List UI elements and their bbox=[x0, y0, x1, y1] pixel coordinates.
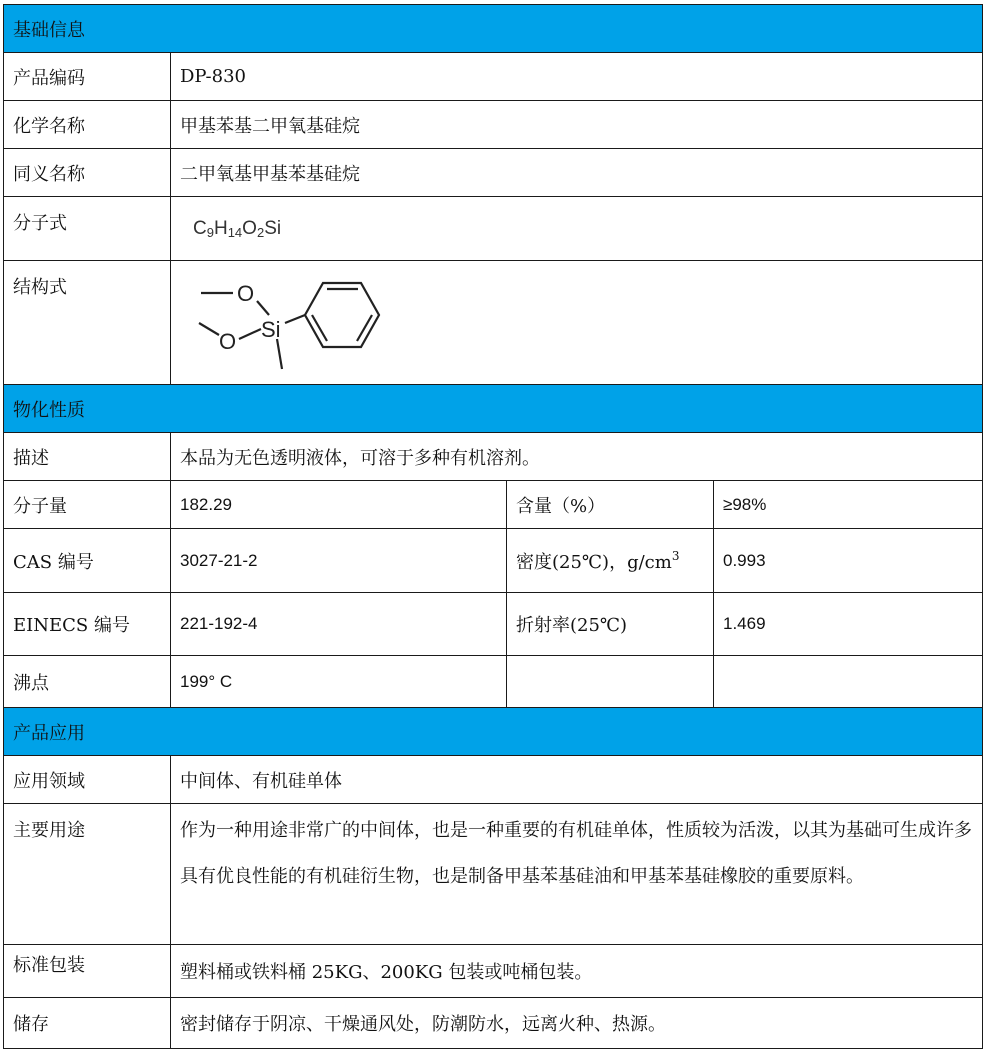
value-cell bbox=[170, 100, 982, 148]
label-cell bbox=[3, 655, 170, 707]
molecular-formula: $C_9H_{14}O_2Si$ bbox=[193, 217, 282, 240]
row-main-use bbox=[3, 803, 983, 944]
value-cell bbox=[170, 148, 982, 196]
synonym-value: 二甲氧基甲基苯基硅烷 bbox=[180, 163, 360, 185]
row-formula bbox=[3, 196, 983, 260]
label-cell bbox=[3, 803, 170, 944]
label-cell bbox=[3, 480, 170, 528]
label-cell bbox=[3, 196, 170, 260]
use-value: 作为一种用途非常广的中间体，也是一种重要的有机硅单体，性质较为活泼，以其为基础可生成许多具有优良性能的有机硅衍生物，也是制备甲基苯基硅油和甲基苯基硅橡胶的重要原料。 bbox=[180, 820, 972, 887]
row-storage bbox=[3, 997, 983, 1048]
field-value: 中间体、有机硅单体 bbox=[180, 770, 342, 792]
description-label: 描述 bbox=[13, 447, 49, 469]
label-cell bbox=[3, 944, 170, 997]
mw-label: 分子量 bbox=[13, 495, 67, 517]
structure-label: 结构式 bbox=[13, 277, 67, 298]
atom-o1: O bbox=[237, 281, 255, 306]
chemical-name-value: 甲基苯基二甲氧基硅烷 bbox=[180, 115, 360, 137]
packing-value: 塑料桶或铁料桶 25KG、200KG 包装或吨桶包装。 bbox=[180, 962, 593, 983]
formula-label: 分子式 bbox=[13, 213, 67, 234]
product-code-value: DP-830 bbox=[180, 66, 246, 87]
use-label: 主要用途 bbox=[13, 820, 85, 841]
refractive-label: 折射率(25℃) bbox=[516, 615, 628, 636]
empty-cell bbox=[713, 655, 982, 707]
storage-label: 储存 bbox=[13, 1014, 49, 1035]
value-cell bbox=[170, 480, 506, 528]
value-cell bbox=[170, 196, 982, 260]
storage-value: 密封储存于阴凉、干燥通风处，防潮防水，远离火种、热源。 bbox=[180, 1014, 666, 1035]
packing-label: 标准包装 bbox=[13, 955, 85, 976]
section-physical-properties bbox=[3, 384, 983, 432]
product-code-label: 产品编码 bbox=[13, 67, 85, 89]
label-cell bbox=[3, 755, 170, 803]
row-boiling-point bbox=[3, 655, 983, 707]
value-cell bbox=[170, 592, 506, 655]
label-cell bbox=[3, 52, 170, 100]
content-label: 含量（%） bbox=[516, 495, 606, 517]
structural-formula-image bbox=[181, 261, 401, 383]
value-cell bbox=[170, 997, 982, 1048]
value-cell bbox=[170, 944, 982, 997]
value-cell bbox=[170, 432, 982, 480]
value-cell bbox=[713, 528, 982, 592]
row-einecs bbox=[3, 592, 983, 655]
synonym-label: 同义名称 bbox=[13, 163, 85, 185]
density-value: 0.993 bbox=[723, 550, 766, 570]
label-cell bbox=[506, 528, 713, 592]
value-cell bbox=[170, 260, 982, 384]
label-cell bbox=[506, 480, 713, 528]
row-synonym bbox=[3, 148, 983, 196]
row-cas bbox=[3, 528, 983, 592]
table-bottom-border bbox=[3, 1048, 983, 1049]
label-cell bbox=[3, 148, 170, 196]
value-cell bbox=[170, 52, 982, 100]
row-description bbox=[3, 432, 983, 480]
empty-cell bbox=[506, 655, 713, 707]
section-product-application bbox=[3, 707, 983, 755]
atom-si: Si bbox=[261, 317, 281, 342]
row-product-code bbox=[3, 52, 983, 100]
chemical-name-label: 化学名称 bbox=[13, 115, 85, 137]
atom-o2: O bbox=[219, 329, 237, 354]
value-cell bbox=[713, 592, 982, 655]
label-cell bbox=[506, 592, 713, 655]
field-label: 应用领域 bbox=[13, 770, 85, 792]
label-cell bbox=[3, 592, 170, 655]
value-cell bbox=[170, 655, 506, 707]
cas-label: CAS 编号 bbox=[13, 551, 94, 573]
density-label: 密度(25℃)，$g/cm^3$ bbox=[516, 548, 680, 573]
row-application-field bbox=[3, 755, 983, 803]
row-molecular-weight bbox=[3, 480, 983, 528]
cas-value: 3027-21-2 bbox=[180, 550, 258, 570]
label-cell bbox=[3, 997, 170, 1048]
value-cell bbox=[170, 528, 506, 592]
section-title: 物化性质 bbox=[13, 399, 85, 421]
label-cell bbox=[3, 100, 170, 148]
content-value: ≥98% bbox=[723, 494, 767, 514]
value-cell bbox=[713, 480, 982, 528]
row-packing bbox=[3, 944, 983, 997]
einecs-label: EINECS 编号 bbox=[13, 615, 130, 636]
label-cell bbox=[3, 432, 170, 480]
section-basic-info bbox=[3, 4, 983, 52]
section-title: 产品应用 bbox=[13, 722, 85, 744]
einecs-value: 221-192-4 bbox=[180, 614, 258, 633]
label-cell bbox=[3, 528, 170, 592]
mw-value: 182.29 bbox=[180, 494, 232, 514]
description-value: 本品为无色透明液体，可溶于多种有机溶剂。 bbox=[180, 447, 540, 469]
bp-value: 199° C bbox=[180, 671, 233, 691]
label-cell bbox=[3, 260, 170, 384]
value-cell bbox=[170, 803, 982, 944]
row-chemical-name bbox=[3, 100, 983, 148]
refractive-value: 1.469 bbox=[723, 614, 766, 633]
section-title: 基础信息 bbox=[13, 19, 85, 41]
row-structure bbox=[3, 260, 983, 384]
value-cell bbox=[170, 755, 982, 803]
bp-label: 沸点 bbox=[13, 672, 49, 694]
